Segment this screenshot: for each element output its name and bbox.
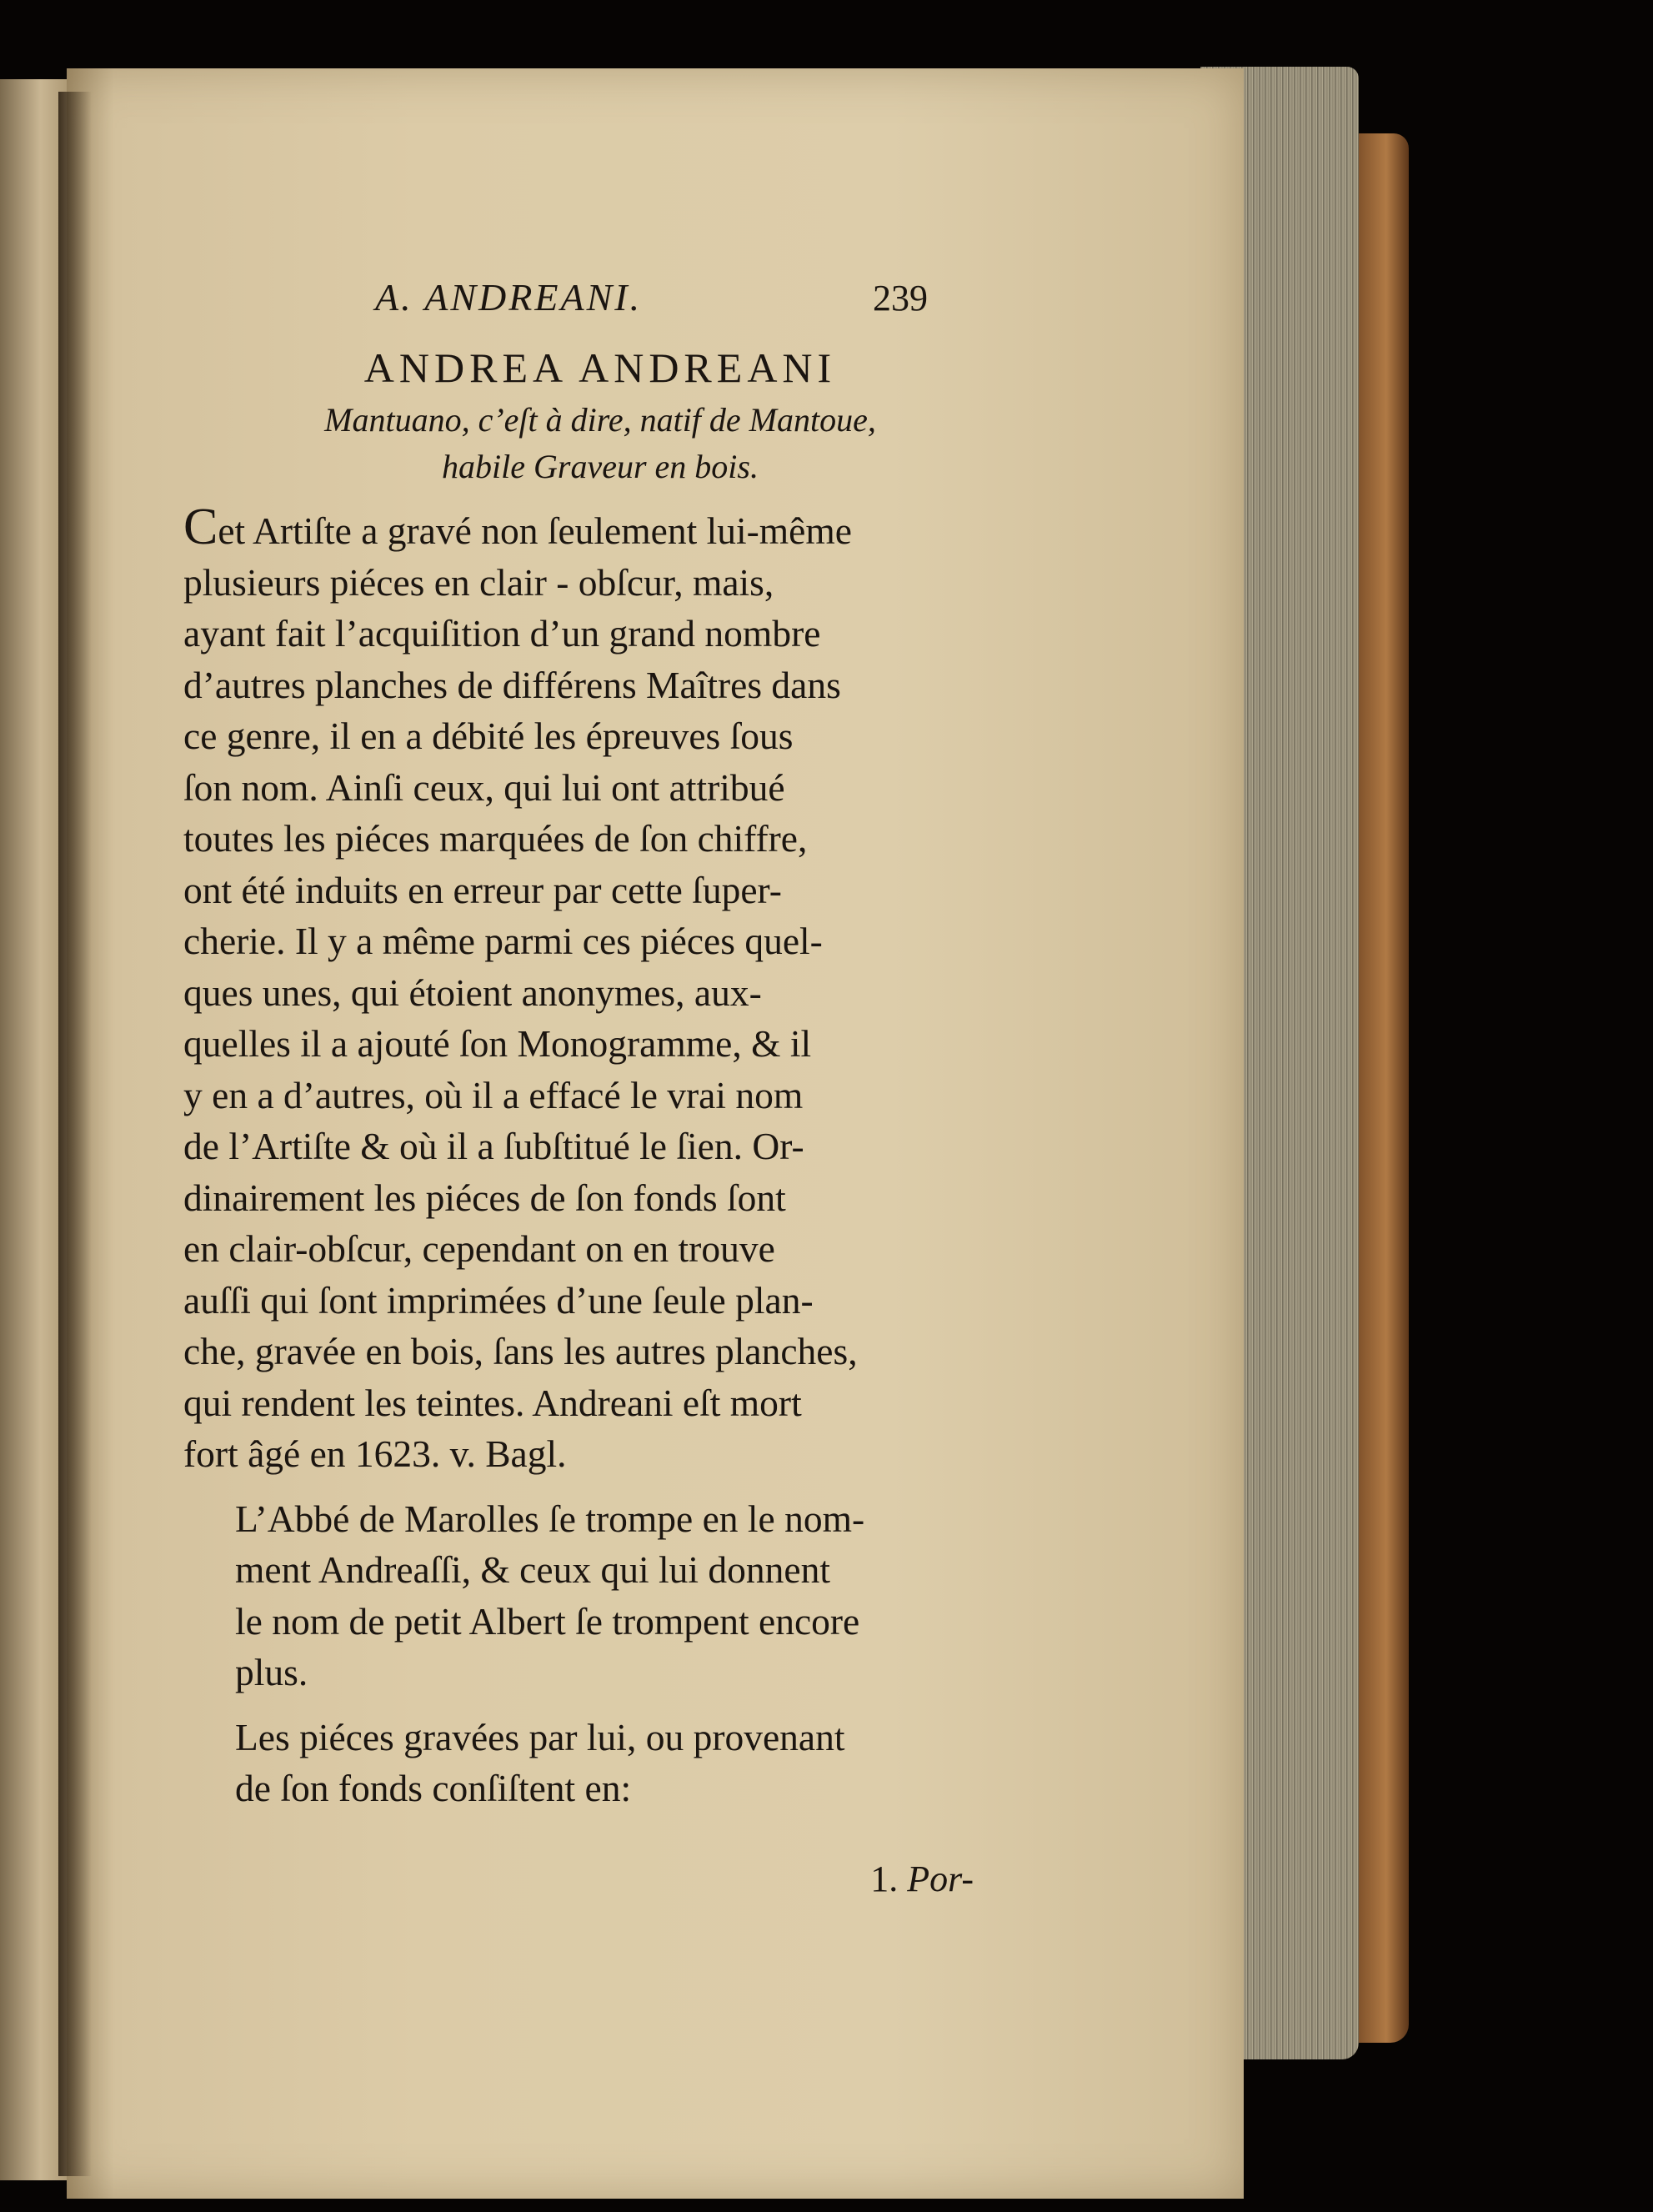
text-line: toutes les piéces marquées de ſon chiffre, bbox=[183, 817, 808, 860]
text-line: de l’Artiſte & où il a ſubſtitué le ſien. Or- bbox=[183, 1125, 804, 1167]
text-line: auſſi qui ſont imprimées d’une ſeule plan- bbox=[183, 1278, 814, 1322]
text-line: en clair-obſcur, cependant on en trouve bbox=[183, 1227, 775, 1270]
text-line: ment Andreaſſi, & ceux qui lui donnent bbox=[235, 1548, 830, 1591]
text-line: L’Abbé de Marolles ſe trompe en le nom- bbox=[235, 1497, 865, 1540]
initial-letter: C bbox=[183, 499, 218, 555]
text-line: qui rendent les teintes. Andreani eſt mort bbox=[183, 1381, 802, 1424]
page-number: 239 bbox=[873, 278, 928, 319]
text-line: Cet Artiſte a gravé non ſeulement lui-même bbox=[183, 499, 852, 555]
text-line: ayant fait l’acquiſition d’un grand nombre bbox=[183, 612, 821, 655]
text-line: quelles il a ajouté ſon Monogramme, & il bbox=[183, 1022, 812, 1065]
catchword bbox=[183, 1858, 984, 1900]
text-line: le nom de petit Albert ſe trompent encore bbox=[235, 1599, 860, 1643]
text-line: plus. bbox=[235, 1651, 308, 1693]
text-line: plusieurs piéces en clair - obſcur, mais, bbox=[183, 560, 774, 604]
text-line: dinairement les piéces de ſon fonds ſont bbox=[183, 1176, 786, 1219]
text-line: fort âgé en 1623. v. Bagl. bbox=[183, 1432, 567, 1475]
text-line: ſon nom. Ainſi ceux, qui lui ont attribué bbox=[183, 765, 785, 809]
running-head-title: A. ANDREANI. bbox=[375, 276, 643, 319]
entry-subtitle bbox=[217, 397, 984, 490]
catchword-number: 1. bbox=[870, 1858, 899, 1899]
text-line: ce genre, il en a débité les épreuves ſous bbox=[183, 715, 794, 757]
text-line: y en a d’autres, où il a effacé le vrai nom bbox=[183, 1073, 804, 1116]
text-line: d’autres planches de différens Maîtres dans bbox=[183, 663, 841, 706]
text-line: ont été induits en erreur par cette ſuper- bbox=[183, 868, 782, 911]
entry-heading: ANDREA ANDREANI bbox=[363, 344, 837, 391]
text-line: che, gravée en bois, ſans les autres planches, bbox=[183, 1330, 858, 1372]
entry-subtitle-line: Mantuano, c’eſt à dire, natif de Mantoue, bbox=[324, 401, 876, 439]
entry-subtitle-line: habile Graveur en bois. bbox=[442, 448, 759, 485]
text-line: cherie. Il y a même parmi ces piéces quel- bbox=[183, 920, 823, 962]
paragraph-list-intro bbox=[183, 1712, 984, 1814]
text-line: de ſon fonds conſiſtent en: bbox=[235, 1767, 632, 1809]
paragraph-biography bbox=[183, 499, 984, 1480]
text-line: ques unes, qui étoient anonymes, aux- bbox=[183, 971, 762, 1014]
text-line: Les piéces gravées par lui, ou provenant bbox=[235, 1715, 845, 1758]
gutter-shadow bbox=[58, 92, 92, 2176]
catchword-word: Por- bbox=[907, 1858, 974, 1899]
running-head bbox=[183, 275, 984, 334]
page-text bbox=[183, 275, 984, 1900]
paragraph-marolles bbox=[183, 1493, 984, 1698]
